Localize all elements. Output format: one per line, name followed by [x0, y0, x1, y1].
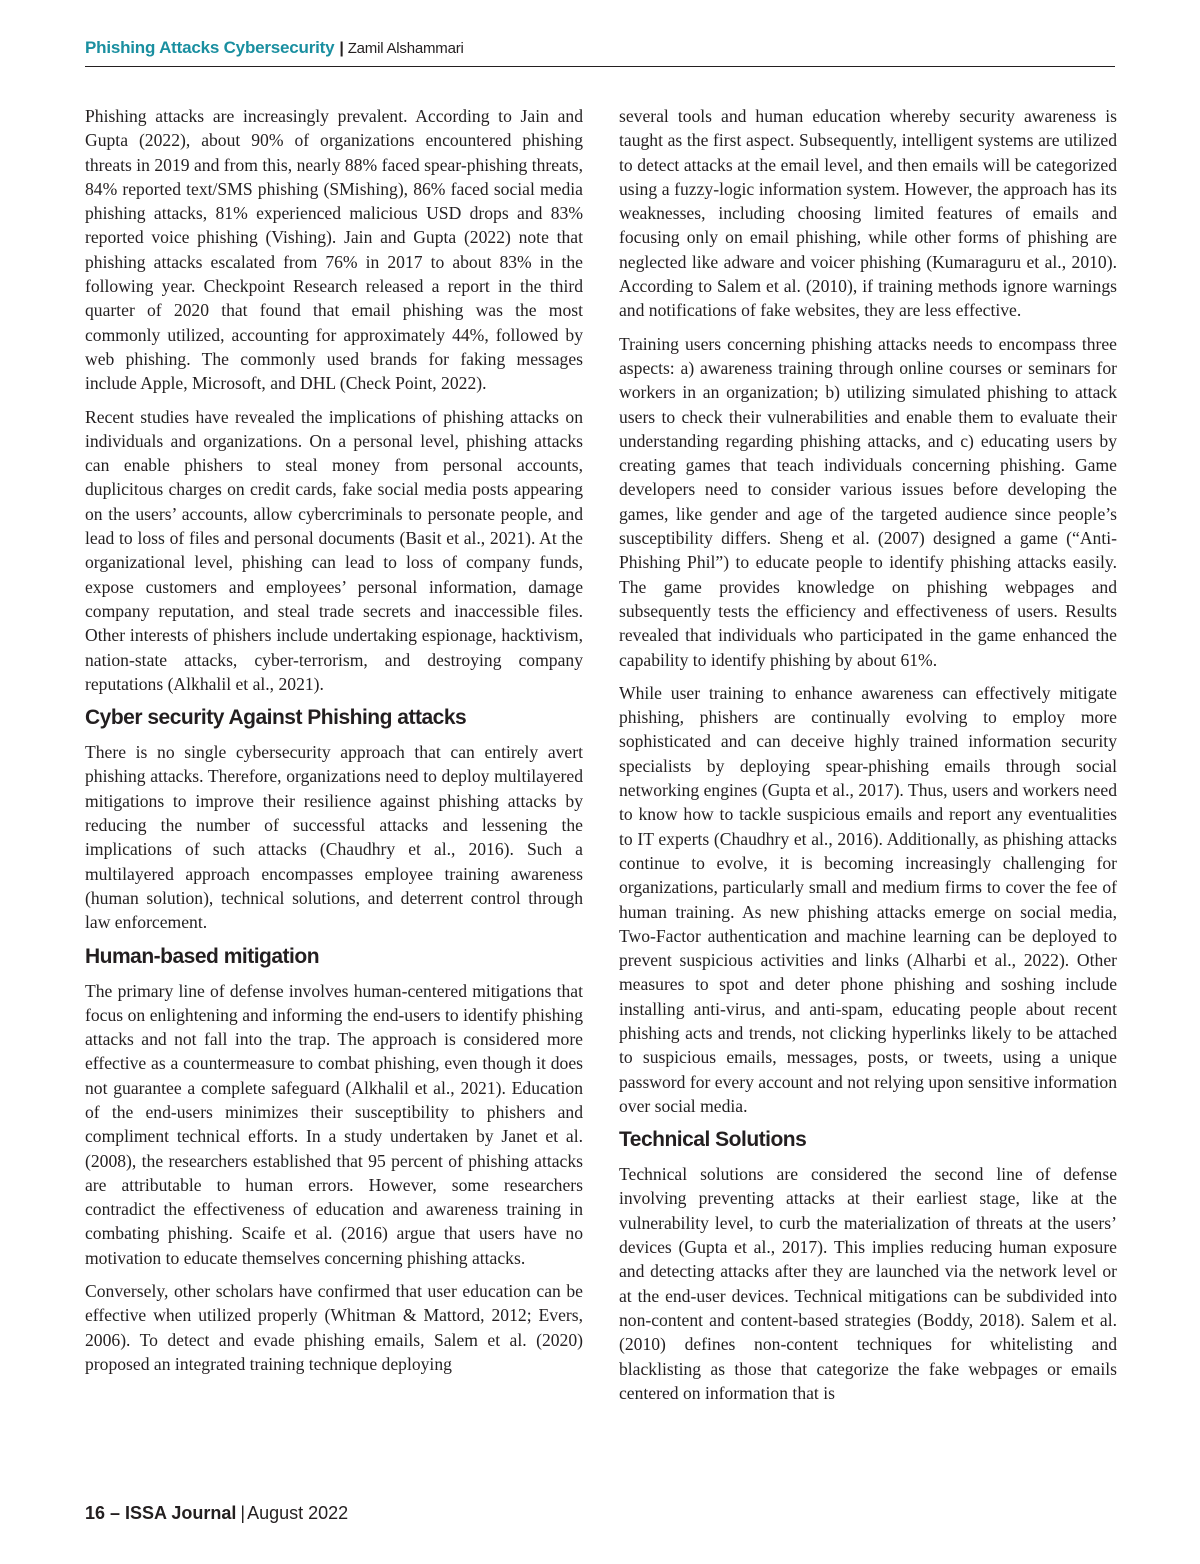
- paragraph: several tools and human education whereby security awareness is taught as the first aspect. Subsequently, intelligent systems are utilized to detect attacks at the email level, and then emails will be categorized using a fuzzy-logic information system. However, the approach has its weaknesses, including choosing limited features of emails and focusing only on email phishing, while other forms of phishing are neglected like adware and voicer phishing (Kumaraguru et al., 2010). According to Salem et al. (2010), if training methods ignore warnings and notifications of fake websites, they are less effective.: [619, 106, 1117, 321]
- paragraph: Training users concerning phishing attacks needs to encompass three aspects: a) awareness training through online courses or seminars for workers in an organization; b) utilizing simulated phishing to attack users to check their vulnerabilities and enable them to evaluate their understanding regarding phishing attacks, and c) educating users by creating games that teach individuals concerning phishing. Game developers need to consider various issues before developing the games, like gender and age of the targeted audience since people’s susceptibility differs. Sheng et al. (2007) designed a game (“Anti-Phishing Phil”) to educate people to identify phishing attacks easily. The game provides knowledge on phishing webpages and subsequently tests the efficiency and effectiveness of users. Results revealed that individuals who participated in the game enhanced the capability to identify phishing by about 61%.: [619, 333, 1117, 670]
- header-separator: |: [339, 40, 344, 57]
- paragraph: Recent studies have revealed the implications of phishing attacks on individuals and organizations. On a personal level, phishing attacks can enable phishers to steal money from personal accounts, duplicitous charges on credit cards, fake social media posts appearing on the users’ accounts, allow cybercriminals to personate people, and lead to loss of files and personal documents (Basit et al., 2021). At the organizational level, phishing can lead to loss of company funds, expose customers and employees’ personal information, damage company reputation, and steal trade secrets and inaccessible files. Other interests of phishers include undertaking espionage, hacktivism, nation-state attacks, cyber-terrorism, and destroying company reputations (Alkhalil et al., 2021).: [85, 406, 583, 694]
- paragraph: There is no single cybersecurity approach that can entirely avert phishing attacks. Therefore, organizations need to deploy multilayered mitigations to improve their resilience against phishing attacks by reducing the number of successful attacks and lessening the implications of such attacks (Chaudhry et al., 2016). Such a multilayered approach encompasses employee training awareness (human solution), technical solutions, and deterrent control through law enforcement.: [85, 742, 583, 933]
- section-heading: Technical Solutions: [619, 1128, 807, 1152]
- left-column: [85, 104, 583, 1385]
- right-column: [619, 104, 1117, 1414]
- paragraph: Phishing attacks are increasingly prevalent. According to Jain and Gupta (2022), about 90% of organizations encountered phishing threats in 2019 and from this, nearly 88% faced spear-phishing threats, 84% reported text/SMS phishing (SMishing), 86% faced social media phishing attacks, 81% experienced malicious USD drops and 83% reported voice phishing (Vishing). Jain and Gupta (2022) note that phishing attacks escalated from 76% in 2017 to about 83% in the following year. Checkpoint Research released a report in the third quarter of 2020 that found that email phishing was the most commonly utilized, accounting for approximately 44%, followed by web phishing. The commonly used brands for faking messages include Apple, Microsoft, and DHL (Check Point, 2022).: [85, 106, 583, 394]
- footer-separator: |: [240, 1503, 246, 1523]
- author-name: Zamil Alshammari: [347, 40, 464, 57]
- section-heading: Cyber security Against Phishing attacks: [85, 706, 467, 730]
- journal-section-title: Phishing Attacks Cybersecurity: [85, 38, 335, 57]
- header-line: [85, 38, 464, 58]
- paragraph: Conversely, other scholars have confirmed that user education can be effective when utilized properly (Whitman & Mattord, 2012; Evers, 2006). To detect and evade phishing emails, Salem et al. (2020) proposed an integrated training technique deploying: [85, 1281, 583, 1374]
- page-number: 16 – ISSA Journal: [85, 1503, 237, 1523]
- page-footer: [85, 1503, 348, 1524]
- paragraph: While user training to enhance awareness can effectively mitigate phishing, phishers are continually evolving to employ more sophisticated and can deceive highly trained information security specialists by deploying spear-phishing emails through social networking engines (Gupta et al., 2017). Thus, users and workers need to know how to tackle suspicious emails and report any eventualities to IT experts (Chaudhry et al., 2016). Additionally, as phishing attacks continue to evolve, it is becoming increasingly challenging for organizations, particularly small and medium firms to cover the fee of human training. As new phishing attacks emerge on social media, Two-Factor authentication and machine learning can be deployed to prevent suspicious activities and links (Alharbi et al., 2022). Other measures to spot and deter phone phishing and soshing include installing anti-virus, and anti-spam, educating people about recent phishing acts and trends, not clicking hyperlinks likely to be attached to suspicious emails, messages, posts, or tweets, using a unique password for every account and not relying upon sensitive information over social media.: [619, 682, 1117, 1116]
- section-heading: Human-based mitigation: [85, 944, 320, 968]
- running-header: [85, 36, 1115, 67]
- paragraph: The primary line of defense involves human-centered mitigations that focus on enlightening and informing the end-users to identify phishing attacks and not fall into the trap. The approach is considered more effective as a countermeasure to combat phishing, even though it does not guarantee a complete safeguard (Alkhalil et al., 2021). Education of the end-users minimizes their susceptibility to phishers and compliment technical efforts. In a study undertaken by Janet et al. (2008), the researchers established that 95 percent of phishing attacks are attributable to human errors. However, some researchers contradict the effectiveness of education and awareness training in combating phishing. Scaife et al. (2016) argue that users have no motivation to educate themselves concerning phishing attacks.: [85, 980, 583, 1268]
- paragraph: Technical solutions are considered the second line of defense involving preventing attacks at their earliest stage, like at the vulnerability level, to curb the materialization of threats at the users’ devices (Gupta et al., 2017). This implies reducing human exposure and detecting attacks after they are launched via the network level or at the end-user devices. Technical mitigations can be subdivided into non-content and content-based strategies (Boddy, 2018). Salem et al. (2010) defines non-content techniques for whitelisting and blacklisting as those that categorize the fake webpages or emails centered on information that is: [619, 1164, 1117, 1403]
- issue-date: August 2022: [247, 1503, 349, 1523]
